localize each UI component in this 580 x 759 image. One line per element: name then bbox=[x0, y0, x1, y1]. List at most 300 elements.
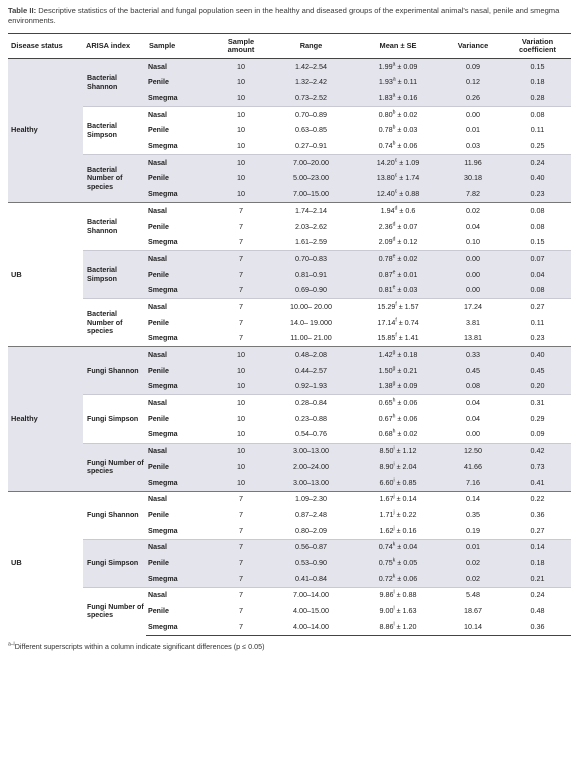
variation-coefficient-cell: 0.08 bbox=[504, 203, 571, 219]
header-row bbox=[8, 34, 571, 59]
variation-coefficient-cell: 0.18 bbox=[504, 75, 571, 91]
sample-amount-cell: 10 bbox=[237, 429, 245, 439]
mean-se-cell bbox=[354, 138, 442, 154]
variance-cell: 18.67 bbox=[464, 606, 482, 616]
plus-minus-symbol: ± bbox=[395, 413, 404, 423]
mean-se-cell bbox=[354, 587, 442, 603]
mean-se-cell bbox=[354, 379, 442, 395]
variance-cell: 12.50 bbox=[442, 443, 504, 459]
sample-cell: Smegma bbox=[148, 526, 178, 535]
arisa-index-cell: Fungi Simpson bbox=[83, 395, 146, 443]
significance-superscript: c bbox=[394, 157, 398, 164]
variance-cell: 0.04 bbox=[466, 221, 480, 231]
statistics-table bbox=[8, 33, 571, 636]
sample-amount-cell: 7 bbox=[214, 251, 268, 267]
significance-superscript: h bbox=[392, 397, 396, 404]
range-cell: 1.09–2.30 bbox=[268, 491, 354, 507]
variance-cell: 0.19 bbox=[466, 525, 480, 535]
mean-se-cell bbox=[354, 59, 442, 75]
mean-se-cell bbox=[354, 123, 442, 139]
variation-coefficient-cell: 0.28 bbox=[504, 90, 571, 106]
variance-cell: 0.01 bbox=[442, 539, 504, 555]
variation-coefficient-cell: 0.15 bbox=[504, 59, 571, 75]
mean-se-cell bbox=[354, 267, 442, 283]
standard-error-value: 0.09 bbox=[403, 381, 418, 391]
sample-amount-cell: 10 bbox=[214, 347, 268, 363]
sample-cell: Penile bbox=[148, 510, 169, 519]
mean-value: 1.93 bbox=[378, 77, 393, 87]
sample-amount-cell: 10 bbox=[214, 75, 268, 91]
significance-superscript: d bbox=[392, 221, 396, 228]
mean-value: 0.81 bbox=[378, 285, 393, 295]
sample-cell: Penile bbox=[148, 318, 169, 327]
variance-cell: 0.12 bbox=[442, 75, 504, 91]
range-cell: 10.00– 20.00 bbox=[268, 299, 354, 315]
range-cell: 0.73–2.52 bbox=[268, 90, 354, 106]
sample-cell: Smegma bbox=[148, 334, 178, 343]
standard-error-value: 0.09 bbox=[403, 61, 418, 71]
variation-coefficient-cell: 0.23 bbox=[504, 187, 571, 203]
sample-amount-cell: 10 bbox=[214, 59, 268, 75]
sample-amount-cell: 7 bbox=[239, 221, 243, 231]
range-cell: 0.54–0.76 bbox=[295, 429, 327, 439]
sample-cell: Nasal bbox=[146, 395, 214, 411]
mean-se-cell bbox=[354, 603, 442, 619]
range-cell: 0.63–0.85 bbox=[295, 125, 327, 135]
plus-minus-symbol: ± bbox=[397, 189, 406, 199]
mean-value: 13.80 bbox=[376, 173, 395, 183]
standard-error-value: 1.09 bbox=[405, 157, 420, 167]
significance-superscript: l bbox=[393, 605, 395, 612]
variance-cell: 17.24 bbox=[442, 299, 504, 315]
plus-minus-symbol: ± bbox=[394, 621, 403, 631]
mean-se-cell bbox=[354, 571, 442, 587]
standard-error-value: 0.06 bbox=[403, 413, 418, 423]
plus-minus-symbol: ± bbox=[395, 429, 404, 439]
significance-superscript: i bbox=[393, 461, 395, 468]
significance-superscript: g bbox=[392, 349, 396, 356]
variance-cell: 0.00 bbox=[442, 107, 504, 123]
standard-error-value: 0.03 bbox=[403, 125, 418, 135]
variation-coefficient-cell: 0.24 bbox=[504, 587, 571, 603]
significance-superscript: l bbox=[393, 621, 395, 628]
range-cell: 0.28–0.84 bbox=[268, 395, 354, 411]
variation-coefficient-cell: 0.45 bbox=[504, 363, 571, 379]
sample-cell: Smegma bbox=[146, 619, 214, 635]
mean-se-cell bbox=[354, 619, 442, 635]
mean-value: 0.72 bbox=[378, 573, 393, 583]
standard-error-value: 0.11 bbox=[403, 77, 418, 87]
range-cell: 1.74–2.14 bbox=[268, 203, 354, 219]
mean-value: 9.86 bbox=[379, 590, 394, 600]
sample-cell: Smegma bbox=[146, 187, 214, 203]
mean-value: 15.29 bbox=[377, 301, 396, 311]
variation-coefficient-cell: 0.04 bbox=[504, 267, 571, 283]
mean-se-cell bbox=[354, 75, 442, 91]
standard-error-value: 0.04 bbox=[403, 542, 418, 552]
sample-cell: Smegma bbox=[146, 379, 214, 395]
table-row bbox=[8, 539, 571, 555]
range-cell: 0.27–0.91 bbox=[295, 141, 327, 151]
sample-amount-cell: 10 bbox=[237, 141, 245, 151]
range-cell: 1.61–2.59 bbox=[295, 237, 327, 247]
mean-value: 8.90 bbox=[379, 461, 394, 471]
column-header: Variation coefficient bbox=[504, 34, 571, 59]
column-header: Sample bbox=[146, 34, 214, 59]
sample-amount-cell: 7 bbox=[214, 491, 268, 507]
sample-amount-cell: 7 bbox=[239, 525, 243, 535]
standard-error-value: 1.20 bbox=[402, 621, 417, 631]
table-row bbox=[8, 395, 571, 411]
footnote-text: Different superscripts within a column indicate significant differences (p ≤ 0.05) bbox=[14, 641, 265, 651]
sample-cell: Penile bbox=[146, 459, 214, 475]
plus-minus-symbol: ± bbox=[397, 157, 406, 167]
sample-amount-cell: 10 bbox=[214, 395, 268, 411]
significance-superscript: a bbox=[392, 92, 396, 99]
mean-value: 0.74 bbox=[378, 141, 393, 151]
variation-coefficient-cell: 0.08 bbox=[504, 283, 571, 299]
sample-cell: Smegma bbox=[148, 430, 178, 439]
sample-cell: Penile bbox=[146, 267, 214, 283]
significance-superscript: b bbox=[392, 109, 396, 116]
significance-superscript: h bbox=[392, 429, 396, 436]
variation-coefficient-cell: 0.22 bbox=[504, 491, 571, 507]
range-cell: 4.00–15.00 bbox=[293, 606, 329, 616]
plus-minus-symbol: ± bbox=[395, 221, 404, 231]
sample-cell: Penile bbox=[148, 126, 169, 135]
sample-amount-cell: 10 bbox=[214, 475, 268, 491]
plus-minus-symbol: ± bbox=[395, 350, 404, 360]
column-header: Mean ± SE bbox=[354, 34, 442, 59]
mean-value: 0.74 bbox=[378, 542, 393, 552]
mean-se-cell bbox=[354, 315, 442, 331]
column-header: Variance bbox=[442, 34, 504, 59]
table-row bbox=[8, 491, 571, 507]
variance-cell: 30.18 bbox=[442, 171, 504, 187]
significance-superscript: a bbox=[392, 76, 396, 83]
standard-error-value: 0.16 bbox=[402, 525, 417, 535]
mean-se-cell bbox=[354, 555, 442, 571]
arisa-index-cell: Bacterial Number of species bbox=[83, 299, 146, 347]
arisa-index-cell: Bacterial Simpson bbox=[83, 251, 146, 299]
variance-cell: 5.48 bbox=[442, 587, 504, 603]
sample-cell: Nasal bbox=[146, 443, 214, 459]
mean-value: 0.68 bbox=[378, 429, 393, 439]
variation-coefficient-cell: 0.36 bbox=[530, 509, 545, 519]
variation-coefficient-cell: 0.27 bbox=[530, 525, 545, 535]
variation-coefficient-cell: 0.11 bbox=[530, 317, 545, 327]
standard-error-value: 0.88 bbox=[402, 590, 417, 600]
variance-cell: 13.81 bbox=[464, 333, 482, 343]
disease-status-cell: Healthy bbox=[8, 347, 83, 491]
mean-se-cell bbox=[354, 347, 442, 363]
standard-error-value: 0.88 bbox=[405, 189, 420, 199]
variation-coefficient-cell: 0.27 bbox=[504, 299, 571, 315]
mean-value: 8.86 bbox=[379, 621, 394, 631]
standard-error-value: 0.22 bbox=[402, 509, 417, 519]
column-header: Sample amount bbox=[214, 34, 268, 59]
mean-value: 14.20 bbox=[376, 157, 395, 167]
arisa-index-cell: Bacterial Number of species bbox=[83, 155, 146, 203]
mean-se-cell bbox=[354, 395, 442, 411]
mean-value: 0.87 bbox=[378, 269, 393, 279]
mean-se-cell bbox=[354, 475, 442, 491]
significance-superscript: j bbox=[393, 509, 395, 516]
plus-minus-symbol: ± bbox=[395, 77, 404, 87]
range-cell: 14.0– 19.000 bbox=[290, 317, 332, 327]
significance-superscript: e bbox=[392, 284, 396, 291]
caption-text: Descriptive statistics of the bacterial and fungal population seen in the healthy and diseased groups of the experimental animal's nasal, penile and smegma environments. bbox=[8, 6, 560, 25]
plus-minus-symbol: ± bbox=[394, 477, 403, 487]
variation-coefficient-cell: 0.20 bbox=[504, 379, 571, 395]
variation-coefficient-cell: 0.07 bbox=[504, 251, 571, 267]
variance-cell: 41.66 bbox=[442, 459, 504, 475]
plus-minus-symbol: ± bbox=[395, 542, 404, 552]
variation-coefficient-cell: 0.24 bbox=[504, 155, 571, 171]
arisa-index-cell: Fungi Number of species bbox=[83, 443, 146, 491]
range-cell: 11.00– 21.00 bbox=[290, 333, 332, 343]
range-cell: 3.00–13.00 bbox=[268, 475, 354, 491]
standard-error-value: 0.02 bbox=[403, 253, 418, 263]
mean-value: 1.71 bbox=[379, 509, 394, 519]
table-row bbox=[8, 203, 571, 219]
mean-value: 15.85 bbox=[377, 333, 396, 343]
sample-amount-cell: 7 bbox=[214, 571, 268, 587]
variance-cell: 0.26 bbox=[442, 90, 504, 106]
variation-coefficient-cell: 0.42 bbox=[504, 443, 571, 459]
mean-se-cell bbox=[354, 427, 442, 443]
table-row bbox=[8, 587, 571, 603]
variance-cell: 0.00 bbox=[442, 283, 504, 299]
range-cell: 0.87–2.48 bbox=[295, 509, 327, 519]
standard-error-value: 0.85 bbox=[402, 477, 417, 487]
mean-value: 1.67 bbox=[379, 494, 394, 504]
standard-error-value: 0.21 bbox=[403, 365, 418, 375]
plus-minus-symbol: ± bbox=[395, 125, 404, 135]
range-cell: 0.41–0.84 bbox=[268, 571, 354, 587]
mean-se-cell bbox=[354, 235, 442, 251]
sample-amount-cell: 10 bbox=[214, 90, 268, 106]
sample-amount-cell: 10 bbox=[214, 155, 268, 171]
mean-se-cell bbox=[354, 251, 442, 267]
significance-superscript: b bbox=[392, 140, 396, 147]
variation-coefficient-cell: 0.29 bbox=[530, 413, 545, 423]
standard-error-value: 1.74 bbox=[405, 173, 420, 183]
sample-amount-cell: 7 bbox=[239, 317, 243, 327]
significance-superscript: d bbox=[392, 236, 396, 243]
significance-superscript: a bbox=[392, 61, 396, 68]
sample-cell: Smegma bbox=[146, 90, 214, 106]
range-cell: 0.56–0.87 bbox=[268, 539, 354, 555]
plus-minus-symbol: ± bbox=[395, 365, 404, 375]
standard-error-value: 0.14 bbox=[402, 494, 417, 504]
sample-cell: Nasal bbox=[146, 107, 214, 123]
mean-se-cell bbox=[354, 299, 442, 315]
range-cell: 7.00–14.00 bbox=[268, 587, 354, 603]
variation-coefficient-cell: 0.41 bbox=[504, 475, 571, 491]
sample-amount-cell: 10 bbox=[214, 171, 268, 187]
standard-error-value: 2.04 bbox=[402, 461, 417, 471]
variance-cell: 0.04 bbox=[442, 395, 504, 411]
sample-amount-cell: 7 bbox=[239, 237, 243, 247]
sample-cell: Penile bbox=[148, 607, 169, 616]
plus-minus-symbol: ± bbox=[395, 573, 404, 583]
mean-se-cell bbox=[354, 219, 442, 235]
significance-superscript: f bbox=[395, 301, 397, 308]
mean-value: 0.75 bbox=[378, 557, 393, 567]
mean-se-cell bbox=[354, 443, 442, 459]
sample-cell: Penile bbox=[146, 363, 214, 379]
sample-cell: Nasal bbox=[146, 347, 214, 363]
sample-cell: Nasal bbox=[146, 155, 214, 171]
sample-amount-cell: 7 bbox=[239, 606, 243, 616]
significance-superscript: e bbox=[392, 253, 396, 260]
standard-error-value: 1.63 bbox=[402, 606, 417, 616]
table-row bbox=[8, 107, 571, 123]
variation-coefficient-cell: 0.25 bbox=[530, 141, 545, 151]
sample-amount-cell: 10 bbox=[214, 107, 268, 123]
sample-amount-cell: 7 bbox=[214, 299, 268, 315]
arisa-index-cell: Bacterial Shannon bbox=[83, 203, 146, 251]
range-cell: 7.00–20.00 bbox=[268, 155, 354, 171]
variance-cell: 0.08 bbox=[442, 379, 504, 395]
mean-se-cell bbox=[354, 187, 442, 203]
variation-coefficient-cell: 0.08 bbox=[504, 107, 571, 123]
caption-label: Table II: bbox=[8, 6, 37, 15]
plus-minus-symbol: ± bbox=[395, 398, 404, 408]
sample-amount-cell: 10 bbox=[214, 363, 268, 379]
mean-value: 0.78 bbox=[378, 253, 393, 263]
variance-cell: 7.16 bbox=[442, 475, 504, 491]
sample-cell: Penile bbox=[148, 222, 169, 231]
range-cell: 1.32–2.42 bbox=[268, 75, 354, 91]
significance-superscript: g bbox=[392, 381, 396, 387]
mean-value: 2.36 bbox=[378, 221, 393, 231]
range-cell: 7.00–15.00 bbox=[268, 187, 354, 203]
mean-se-cell bbox=[354, 155, 442, 171]
sample-amount-cell: 7 bbox=[239, 333, 243, 343]
variance-cell: 0.00 bbox=[442, 267, 504, 283]
mean-value: 0.67 bbox=[378, 413, 393, 423]
arisa-index-cell: Fungi Number of species bbox=[83, 587, 146, 635]
sample-cell: Smegma bbox=[148, 238, 178, 247]
plus-minus-symbol: ± bbox=[395, 93, 404, 103]
plus-minus-symbol: ± bbox=[394, 606, 403, 616]
sample-cell: Smegma bbox=[146, 283, 214, 299]
variation-coefficient-cell: 0.40 bbox=[504, 171, 571, 187]
significance-superscript: k bbox=[392, 573, 396, 580]
mean-se-cell bbox=[354, 491, 442, 507]
range-cell: 0.48–2.08 bbox=[268, 347, 354, 363]
significance-superscript: j bbox=[393, 493, 395, 500]
variance-cell: 0.00 bbox=[442, 251, 504, 267]
variation-coefficient-cell: 0.36 bbox=[504, 619, 571, 635]
significance-superscript: g bbox=[392, 365, 396, 372]
range-cell: 4.00–14.00 bbox=[268, 619, 354, 635]
table-body bbox=[8, 59, 571, 636]
standard-error-value: 0.16 bbox=[403, 93, 418, 103]
mean-value: 1.38 bbox=[378, 381, 393, 391]
sample-cell: Nasal bbox=[146, 491, 214, 507]
mean-se-cell bbox=[354, 171, 442, 187]
variation-coefficient-cell: 0.48 bbox=[530, 606, 545, 616]
sample-amount-cell: 10 bbox=[237, 125, 245, 135]
standard-error-value: 1.57 bbox=[404, 301, 419, 311]
sample-cell: Nasal bbox=[146, 203, 214, 219]
column-header: Disease status bbox=[8, 34, 83, 59]
arisa-index-cell: Fungi Shannon bbox=[83, 347, 146, 395]
variance-cell: 0.02 bbox=[442, 555, 504, 571]
mean-se-cell bbox=[354, 203, 442, 219]
standard-error-value: 0.01 bbox=[403, 269, 418, 279]
plus-minus-symbol: ± bbox=[395, 381, 404, 391]
sample-amount-cell: 10 bbox=[237, 413, 245, 423]
variation-coefficient-cell: 0.08 bbox=[530, 221, 545, 231]
significance-superscript: e bbox=[392, 269, 396, 276]
plus-minus-symbol: ± bbox=[395, 61, 404, 71]
standard-error-value: 0.03 bbox=[403, 285, 418, 295]
standard-error-value: 0.05 bbox=[403, 557, 418, 567]
significance-superscript: i bbox=[393, 477, 395, 484]
range-cell: 0.70–0.83 bbox=[268, 251, 354, 267]
footnote-superscript: a–l bbox=[8, 641, 15, 648]
plus-minus-symbol: ± bbox=[395, 109, 404, 119]
sample-cell: Penile bbox=[146, 75, 214, 91]
variance-cell: 0.02 bbox=[442, 571, 504, 587]
standard-error-value: 0.6 bbox=[405, 205, 416, 215]
mean-value: 0.65 bbox=[378, 398, 393, 408]
range-cell: 3.00–13.00 bbox=[268, 443, 354, 459]
standard-error-value: 0.12 bbox=[403, 237, 418, 247]
variation-coefficient-cell: 0.21 bbox=[504, 571, 571, 587]
variation-coefficient-cell: 0.11 bbox=[530, 125, 545, 135]
mean-value: 0.78 bbox=[378, 125, 393, 135]
significance-superscript: j bbox=[393, 525, 395, 532]
range-cell: 5.00–23.00 bbox=[268, 171, 354, 187]
plus-minus-symbol: ± bbox=[395, 269, 404, 279]
standard-error-value: 0.18 bbox=[403, 350, 418, 360]
variance-cell: 0.10 bbox=[466, 237, 480, 247]
variation-coefficient-cell: 0.23 bbox=[530, 333, 545, 343]
plus-minus-symbol: ± bbox=[394, 461, 403, 471]
standard-error-value: 0.07 bbox=[403, 221, 418, 231]
variation-coefficient-cell: 0.18 bbox=[504, 555, 571, 571]
plus-minus-symbol: ± bbox=[395, 557, 404, 567]
sample-amount-cell: 10 bbox=[214, 379, 268, 395]
mean-value: 0.80 bbox=[378, 109, 393, 119]
variance-cell: 7.82 bbox=[442, 187, 504, 203]
range-cell: 0.69–0.90 bbox=[268, 283, 354, 299]
table-row bbox=[8, 251, 571, 267]
mean-se-cell bbox=[354, 411, 442, 427]
sample-amount-cell: 10 bbox=[214, 459, 268, 475]
plus-minus-symbol: ± bbox=[396, 301, 405, 311]
disease-status-cell: Healthy bbox=[8, 59, 83, 203]
variation-coefficient-cell: 0.14 bbox=[504, 539, 571, 555]
sample-amount-cell: 7 bbox=[239, 509, 243, 519]
sample-cell: Nasal bbox=[146, 59, 214, 75]
standard-error-value: 0.74 bbox=[404, 317, 419, 327]
arisa-index-cell: Fungi Shannon bbox=[83, 491, 146, 539]
variance-cell: 0.45 bbox=[442, 363, 504, 379]
sample-cell: Penile bbox=[146, 171, 214, 187]
sample-amount-cell: 7 bbox=[214, 539, 268, 555]
variance-cell: 0.00 bbox=[466, 429, 480, 439]
mean-value: 8.50 bbox=[379, 446, 394, 456]
range-cell: 2.03–2.62 bbox=[295, 221, 327, 231]
range-cell: 0.70–0.89 bbox=[268, 107, 354, 123]
column-header: ARISA index bbox=[83, 34, 146, 59]
